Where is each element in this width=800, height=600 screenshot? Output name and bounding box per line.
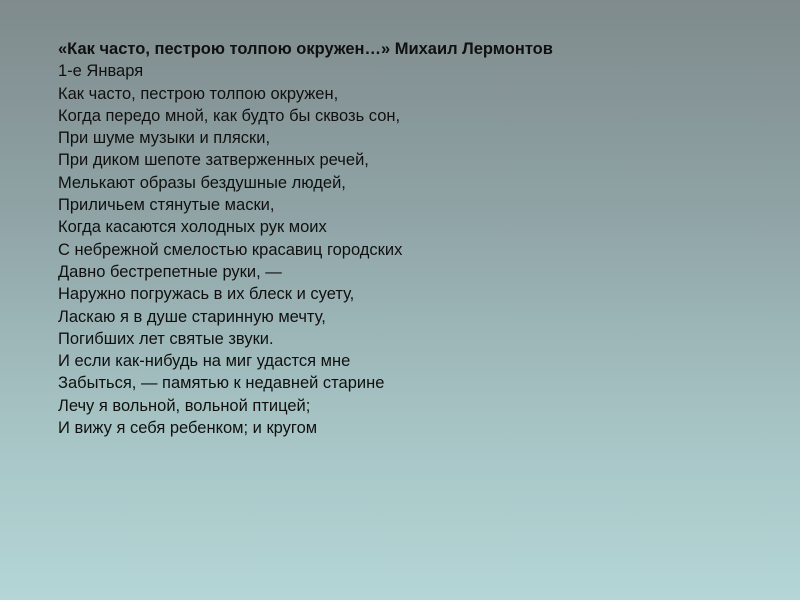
poem-line: 1-е Января [58,62,144,81]
poem-line: Ласкаю я в душе старинную мечту, [58,307,326,326]
slide-title: «Как часто, пестрою толпою окружен…» Михаил Лермонтов [58,40,553,58]
poem-text-block [58,38,758,439]
poem-line: Забыться, — памятью к недавней старине [58,374,385,393]
poem-line: И если как-нибудь на миг удастся мне [58,352,351,371]
poem-line: Лечу я вольной, вольной птицей; [58,396,311,415]
poem-line: Когда передо мной, как будто бы сквозь сон, [58,106,401,125]
poem-line: Когда касаются холодных рук моих [58,218,327,237]
poem-line: При диком шепоте затверженных речей, [58,151,369,170]
poem-line: Наружно погружась в их блеск и суету, [58,285,355,304]
poem-line: При шуме музыки и пляски, [58,129,271,148]
poem-line: И вижу я себя ребенком; и кругом [58,419,318,438]
poem-line: Мелькают образы бездушные людей, [58,173,346,192]
poem-line: С небрежной смелостью красавиц городских [58,240,403,259]
poem-line: Как часто, пестрою толпою окружен, [58,84,339,103]
poem-line: Давно бестрепетные руки, — [58,262,282,281]
poem-line: Погибших лет святые звуки. [58,329,274,348]
poem-line: Приличьем стянутые маски, [58,196,275,215]
